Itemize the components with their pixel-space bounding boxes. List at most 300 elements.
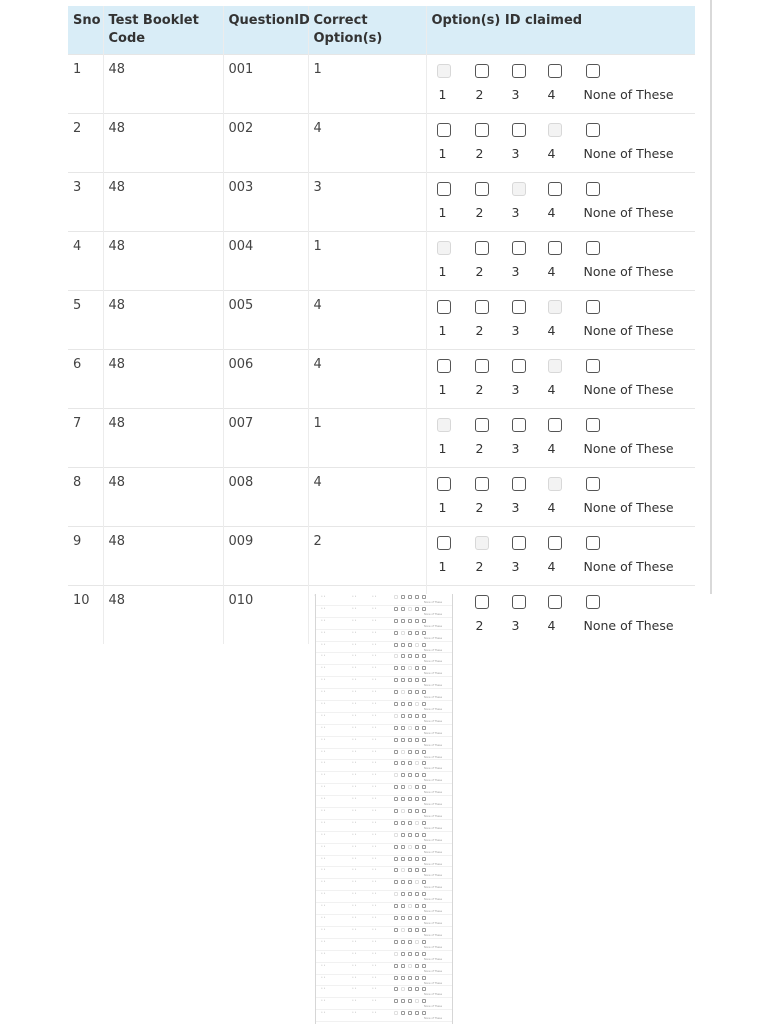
thumbnail-cell: • •: [352, 938, 357, 943]
correct-option-cell: 2: [308, 527, 426, 586]
thumbnail-checkbox: [401, 1011, 405, 1015]
thumbnail-checkbox: [408, 714, 412, 718]
thumbnail-checkbox: [408, 654, 412, 658]
thumbnail-checkbox: [415, 643, 419, 647]
thumbnail-checkbox: [415, 797, 419, 801]
option-1-checkbox[interactable]: [437, 300, 451, 314]
thumbnail-cell: • •: [321, 617, 326, 622]
thumbnail-checkbox: [401, 880, 405, 884]
option-checkbox-group: [432, 61, 691, 107]
thumbnail-checkbox: [408, 678, 412, 682]
thumbnail-checkbox: [401, 738, 405, 742]
thumbnail-cell: • •: [372, 689, 377, 694]
option-4-checkbox[interactable]: [548, 595, 562, 609]
thumbnail-checkbox: [415, 761, 419, 765]
thumbnail-cell: • •: [321, 629, 326, 634]
thumbnail-cell: • •: [352, 831, 357, 836]
thumbnail-checkbox: [408, 702, 412, 706]
thumbnail-checkbox: [415, 928, 419, 932]
thumbnail-checkbox: [394, 857, 398, 861]
option-checkbox-group: [432, 120, 691, 166]
option-2-checkbox[interactable]: [475, 300, 489, 314]
question-id-cell: 005: [223, 291, 308, 350]
thumbnail-checkbox: [422, 952, 426, 956]
none-of-these-checkbox[interactable]: [586, 477, 600, 491]
thumbnail-cell: • •: [352, 819, 357, 824]
thumbnail-checkbox: [415, 666, 419, 670]
thumbnail-cell: • •: [321, 736, 326, 741]
thumbnail-cell: • •: [352, 605, 357, 610]
correct-option-cell: 1: [308, 55, 426, 114]
option-2-checkbox[interactable]: [475, 123, 489, 137]
thumbnail-cell: • •: [372, 938, 377, 943]
option-3-checkbox[interactable]: [512, 477, 526, 491]
option-3-label: 3: [511, 87, 520, 102]
option-1-checkbox[interactable]: [437, 477, 451, 491]
thumbnail-none-label: None of These: [424, 791, 443, 795]
thumbnail-cell: • •: [321, 594, 326, 598]
sno-cell: 3: [68, 173, 103, 232]
thumbnail-checkbox: [394, 892, 398, 896]
answer-key-claims-table: [68, 6, 695, 644]
thumbnail-checkbox: [422, 916, 426, 920]
thumbnail-checkbox: [408, 952, 412, 956]
thumbnail-checkbox: [415, 773, 419, 777]
table-row: [68, 55, 695, 114]
option-4-checkbox: [548, 123, 562, 137]
option-3-checkbox[interactable]: [512, 359, 526, 373]
correct-option-cell: 1: [308, 409, 426, 468]
option-3-label: 3: [511, 618, 520, 633]
thumbnail-checkbox: [394, 726, 398, 730]
thumbnail-row: [316, 772, 452, 784]
thumbnail-checkbox: [401, 833, 405, 837]
thumbnail-cell: • •: [352, 712, 357, 717]
thumbnail-row: [316, 927, 452, 939]
thumbnail-row: [316, 915, 452, 927]
thumbnail-none-label: None of These: [424, 910, 443, 914]
thumbnail-checkbox: [394, 964, 398, 968]
thumbnail-checkbox: [408, 750, 412, 754]
thumbnail-checkbox: [422, 595, 426, 599]
none-of-these-checkbox[interactable]: [586, 182, 600, 196]
thumbnail-none-label: None of These: [424, 755, 443, 759]
option-3-checkbox[interactable]: [512, 123, 526, 137]
thumbnail-checkbox: [415, 952, 419, 956]
thumbnail-row: [316, 642, 452, 654]
option-4-checkbox[interactable]: [548, 64, 562, 78]
thumbnail-cell: • •: [372, 594, 377, 598]
thumbnail-row: [316, 713, 452, 725]
thumbnail-checkbox: [394, 678, 398, 682]
thumbnail-checkbox: [415, 940, 419, 944]
thumbnail-checkbox: [408, 666, 412, 670]
thumbnail-row: [316, 784, 452, 796]
claims-table-viewport[interactable]: [68, 6, 695, 633]
thumbnail-cell: • •: [372, 843, 377, 848]
none-of-these-checkbox[interactable]: [586, 241, 600, 255]
thumbnail-checkbox: [422, 631, 426, 635]
thumbnail-checkbox: [415, 916, 419, 920]
thumbnail-checkbox: [401, 940, 405, 944]
booklet-code-cell: 48: [103, 468, 223, 527]
thumbnail-none-label: None of These: [424, 850, 443, 854]
thumbnail-cell: • •: [352, 962, 357, 967]
thumbnail-checkbox: [415, 987, 419, 991]
option-3-label: 3: [511, 559, 520, 574]
thumbnail-checkbox: [401, 928, 405, 932]
thumbnail-checkbox: [394, 904, 398, 908]
none-of-these-checkbox[interactable]: [586, 123, 600, 137]
thumbnail-checkbox: [394, 773, 398, 777]
option-4-label: 4: [547, 441, 556, 456]
thumbnail-row: [316, 856, 452, 868]
thumbnail-checkbox: [401, 904, 405, 908]
none-of-these-checkbox[interactable]: [586, 300, 600, 314]
option-3-label: 3: [511, 323, 520, 338]
thumbnail-cell: • •: [352, 748, 357, 753]
thumbnail-checkbox: [422, 999, 426, 1003]
thumbnail-checkbox: [422, 654, 426, 658]
option-3-checkbox[interactable]: [512, 241, 526, 255]
thumbnail-cell: • •: [352, 760, 357, 765]
question-id-cell: 006: [223, 350, 308, 409]
thumbnail-cell: • •: [321, 974, 326, 979]
option-3-checkbox[interactable]: [512, 595, 526, 609]
thumbnail-checkbox: [401, 916, 405, 920]
option-1-label: 1: [438, 205, 447, 220]
option-checkbox-group: [432, 415, 691, 461]
thumbnail-checkbox: [401, 952, 405, 956]
option-2-checkbox[interactable]: [475, 241, 489, 255]
option-1-checkbox[interactable]: [437, 123, 451, 137]
none-of-these-label: None of These: [583, 205, 674, 220]
none-of-these-checkbox[interactable]: [586, 359, 600, 373]
thumbnail-cell: • •: [352, 629, 357, 634]
option-3-label: 3: [511, 264, 520, 279]
thumbnail-checkbox: [422, 868, 426, 872]
thumbnail-none-label: None of These: [424, 874, 443, 878]
thumbnail-checkbox: [394, 750, 398, 754]
table-row: [68, 527, 695, 586]
thumbnail-checkbox: [422, 773, 426, 777]
options-claimed-cell: [426, 527, 695, 586]
booklet-code-cell: 48: [103, 350, 223, 409]
thumbnail-cell: • •: [321, 760, 326, 765]
thumbnail-none-label: None of These: [424, 601, 443, 604]
thumbnail-checkbox: [415, 821, 419, 825]
option-3-label: 3: [511, 205, 520, 220]
none-of-these-label: None of These: [583, 382, 674, 397]
thumbnail-checkbox: [415, 964, 419, 968]
sno-cell: 9: [68, 527, 103, 586]
thumbnail-checkbox: [401, 797, 405, 801]
none-of-these-label: None of These: [583, 146, 674, 161]
thumbnail-row: [316, 998, 452, 1010]
thumbnail-cell: • •: [372, 891, 377, 896]
thumbnail-cell: • •: [352, 926, 357, 931]
thumbnail-checkbox: [401, 702, 405, 706]
thumbnail-checkbox: [394, 880, 398, 884]
option-1-checkbox: [437, 64, 451, 78]
booklet-code-cell: 48: [103, 527, 223, 586]
thumbnail-cell: • •: [372, 808, 377, 813]
thumbnail-none-label: None of These: [424, 945, 443, 949]
option-3-checkbox[interactable]: [512, 300, 526, 314]
thumbnail-none-label: None of These: [424, 957, 443, 961]
booklet-code-cell: 48: [103, 232, 223, 291]
thumbnail-checkbox: [394, 595, 398, 599]
sno-cell: 7: [68, 409, 103, 468]
thumbnail-checkbox: [394, 999, 398, 1003]
question-id-cell: 008: [223, 468, 308, 527]
header-test-booklet-code: Test Booklet Code: [103, 6, 223, 55]
thumbnail-cell: • •: [321, 926, 326, 931]
thumbnail-cell: • •: [321, 891, 326, 896]
thumbnail-cell: • •: [352, 986, 357, 991]
thumbnail-checkbox: [422, 750, 426, 754]
thumbnail-checkbox: [394, 868, 398, 872]
thumbnail-none-label: None of These: [424, 624, 443, 628]
sno-cell: 6: [68, 350, 103, 409]
thumbnail-none-label: None of These: [424, 684, 443, 688]
thumbnail-cell: • •: [321, 796, 326, 801]
option-3-label: 3: [511, 382, 520, 397]
option-2-checkbox[interactable]: [475, 359, 489, 373]
thumbnail-checkbox: [422, 738, 426, 742]
option-4-checkbox[interactable]: [548, 182, 562, 196]
option-2-label: 2: [475, 559, 484, 574]
thumbnail-checkbox: [415, 738, 419, 742]
thumbnail-cell: • •: [321, 950, 326, 955]
thumbnail-cell: • •: [352, 1010, 357, 1015]
option-1-checkbox[interactable]: [437, 536, 451, 550]
thumbnail-cell: • •: [372, 974, 377, 979]
thumbnail-checkbox: [408, 690, 412, 694]
thumbnail-none-label: None of These: [424, 922, 443, 926]
thumbnail-none-label: None of These: [424, 767, 443, 771]
thumbnail-checkbox: [408, 761, 412, 765]
thumbnail-checkbox: [401, 892, 405, 896]
thumbnail-checkbox: [415, 595, 419, 599]
thumbnail-checkbox: [422, 643, 426, 647]
thumbnail-none-label: None of These: [424, 815, 443, 819]
option-4-label: 4: [547, 500, 556, 515]
thumbnail-cell: • •: [372, 784, 377, 789]
none-of-these-checkbox[interactable]: [586, 595, 600, 609]
question-id-cell: 010: [223, 586, 308, 645]
thumbnail-checkbox: [422, 797, 426, 801]
thumbnail-row: [316, 737, 452, 749]
thumbnail-row: [316, 653, 452, 665]
thumbnail-none-label: None of These: [424, 803, 443, 807]
thumbnail-cell: • •: [321, 938, 326, 943]
option-2-checkbox[interactable]: [475, 418, 489, 432]
page-thumbnail-preview: [315, 594, 453, 1024]
thumbnail-none-label: None of These: [424, 933, 443, 937]
option-3-label: 3: [511, 441, 520, 456]
thumbnail-checkbox: [415, 785, 419, 789]
sno-cell: 5: [68, 291, 103, 350]
thumbnail-checkbox: [401, 785, 405, 789]
correct-option-cell: 4: [308, 291, 426, 350]
thumbnail-cell: • •: [372, 819, 377, 824]
options-claimed-cell: [426, 409, 695, 468]
thumbnail-checkbox: [394, 952, 398, 956]
thumbnail-cell: • •: [352, 915, 357, 920]
option-checkbox-group: [432, 238, 691, 284]
thumbnail-checkbox: [394, 619, 398, 623]
thumbnail-cell: • •: [372, 867, 377, 872]
correct-option-cell: 4: [308, 114, 426, 173]
option-2-checkbox[interactable]: [475, 182, 489, 196]
question-id-cell: 002: [223, 114, 308, 173]
table-row: [68, 409, 695, 468]
thumbnail-cell: • •: [372, 724, 377, 729]
thumbnail-checkbox: [394, 987, 398, 991]
option-1-checkbox[interactable]: [437, 359, 451, 373]
thumbnail-checkbox: [422, 964, 426, 968]
thumbnail-none-label: None of These: [424, 981, 443, 985]
option-1-label: 1: [438, 146, 447, 161]
table-header-row: [68, 6, 695, 55]
booklet-code-cell: 48: [103, 55, 223, 114]
thumbnail-checkbox: [394, 1011, 398, 1015]
thumbnail-none-label: None of These: [424, 743, 443, 747]
option-4-checkbox[interactable]: [548, 536, 562, 550]
thumbnail-cell: • •: [352, 701, 357, 706]
question-id-cell: 001: [223, 55, 308, 114]
none-of-these-label: None of These: [583, 618, 674, 633]
option-4-label: 4: [547, 264, 556, 279]
thumbnail-checkbox: [408, 916, 412, 920]
thumbnail-checkbox: [401, 987, 405, 991]
thumbnail-checkbox: [422, 821, 426, 825]
option-2-checkbox[interactable]: [475, 64, 489, 78]
thumbnail-checkbox: [408, 857, 412, 861]
thumbnail-cell: • •: [372, 831, 377, 836]
thumbnail-cell: • •: [372, 677, 377, 682]
option-1-label: 1: [438, 87, 447, 102]
thumbnail-none-label: None of These: [424, 838, 443, 842]
thumbnail-cell: • •: [321, 879, 326, 884]
thumbnail-checkbox: [422, 690, 426, 694]
thumbnail-checkbox: [401, 964, 405, 968]
thumbnail-cell: • •: [321, 903, 326, 908]
none-of-these-label: None of These: [583, 441, 674, 456]
thumbnail-cell: • •: [372, 986, 377, 991]
booklet-code-cell: 48: [103, 409, 223, 468]
thumbnail-checkbox: [415, 702, 419, 706]
thumbnail-cell: • •: [321, 784, 326, 789]
option-1-checkbox[interactable]: [437, 182, 451, 196]
thumbnail-row: [316, 665, 452, 677]
thumbnail-none-label: None of These: [424, 993, 443, 997]
thumbnail-cell: • •: [372, 998, 377, 1003]
thumbnail-cell: • •: [352, 808, 357, 813]
booklet-code-cell: 48: [103, 173, 223, 232]
options-claimed-cell: [426, 350, 695, 409]
thumbnail-checkbox: [408, 785, 412, 789]
thumbnail-checkbox: [415, 809, 419, 813]
option-3-checkbox[interactable]: [512, 536, 526, 550]
option-4-checkbox[interactable]: [548, 418, 562, 432]
header-sno: Sno: [68, 6, 103, 55]
option-3-checkbox[interactable]: [512, 64, 526, 78]
option-checkbox-group: [432, 592, 691, 638]
option-4-checkbox[interactable]: [548, 241, 562, 255]
none-of-these-checkbox[interactable]: [586, 418, 600, 432]
option-checkbox-group: [432, 533, 691, 579]
thumbnail-checkbox: [422, 678, 426, 682]
option-4-label: 4: [547, 146, 556, 161]
thumbnail-checkbox: [401, 726, 405, 730]
page-divider-line: [710, 0, 712, 594]
table-row: [68, 350, 695, 409]
thumbnail-checkbox: [394, 738, 398, 742]
option-checkbox-group: [432, 356, 691, 402]
thumbnail-row: [316, 1010, 452, 1022]
thumbnail-checkbox: [401, 619, 405, 623]
thumbnail-checkbox: [401, 714, 405, 718]
thumbnail-none-label: None of These: [424, 648, 443, 652]
option-2-label: 2: [475, 441, 484, 456]
thumbnail-none-label: None of These: [424, 672, 443, 676]
thumbnail-checkbox: [422, 726, 426, 730]
thumbnail-checkbox: [415, 857, 419, 861]
question-id-cell: 003: [223, 173, 308, 232]
correct-option-cell: 3: [308, 173, 426, 232]
thumbnail-checkbox: [415, 678, 419, 682]
question-id-cell: 009: [223, 527, 308, 586]
thumbnail-cell: • •: [372, 665, 377, 670]
thumbnail-cell: • •: [321, 808, 326, 813]
thumbnail-checkbox: [401, 821, 405, 825]
thumbnail-checkbox: [401, 773, 405, 777]
thumbnail-cell: • •: [321, 962, 326, 967]
thumbnail-cell: • •: [352, 843, 357, 848]
thumbnail-checkbox: [408, 940, 412, 944]
thumbnail-none-label: None of These: [424, 636, 443, 640]
question-id-cell: 004: [223, 232, 308, 291]
thumbnail-checkbox: [394, 666, 398, 670]
thumbnail-checkbox: [408, 809, 412, 813]
none-of-these-checkbox[interactable]: [586, 64, 600, 78]
thumbnail-cell: • •: [372, 712, 377, 717]
thumbnail-checkbox: [422, 892, 426, 896]
option-2-checkbox[interactable]: [475, 595, 489, 609]
thumbnail-checkbox: [394, 631, 398, 635]
thumbnail-checkbox: [408, 643, 412, 647]
none-of-these-checkbox[interactable]: [586, 536, 600, 550]
option-3-checkbox[interactable]: [512, 418, 526, 432]
thumbnail-checkbox: [408, 631, 412, 635]
thumbnail-checkbox: [401, 809, 405, 813]
table-row: [68, 232, 695, 291]
thumbnail-checkbox: [408, 1011, 412, 1015]
thumbnail-checkbox: [422, 880, 426, 884]
thumbnail-row: [316, 725, 452, 737]
thumbnail-cell: • •: [352, 689, 357, 694]
thumbnail-cell: • •: [372, 701, 377, 706]
thumbnail-checkbox: [408, 845, 412, 849]
option-2-checkbox[interactable]: [475, 477, 489, 491]
thumbnail-checkbox: [408, 928, 412, 932]
thumbnail-cell: • •: [372, 641, 377, 646]
thumbnail-cell: • •: [372, 1010, 377, 1015]
thumbnail-cell: • •: [321, 915, 326, 920]
option-1-label: 1: [438, 382, 447, 397]
